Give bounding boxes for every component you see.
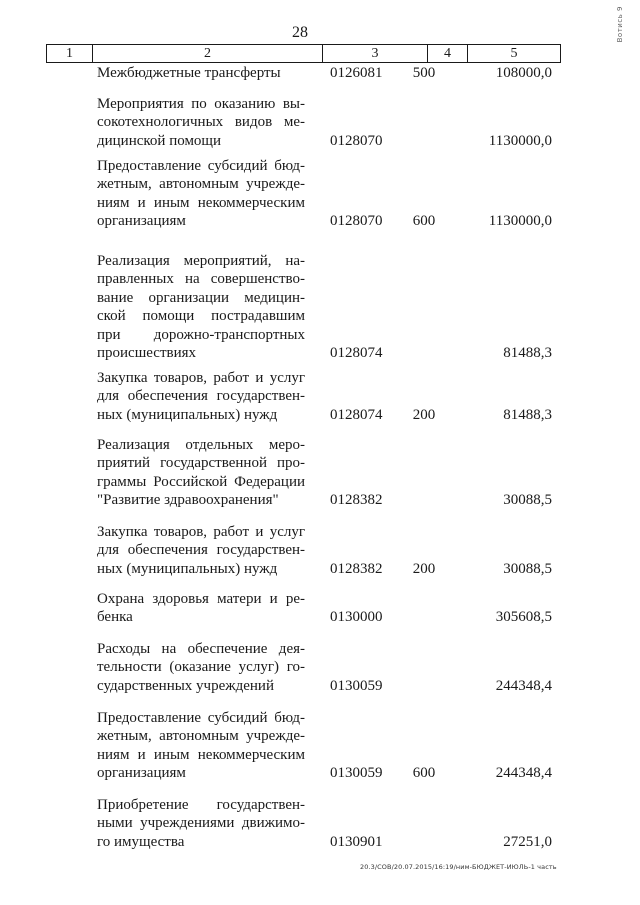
row-description [97, 640, 305, 695]
row-type: 200 [412, 560, 436, 577]
row-amount: 305608,5 [495, 609, 552, 626]
description-line: для обеспечения государствен- [97, 542, 305, 559]
description-line: го имущества [97, 833, 185, 850]
description-line: дицинской помощи [97, 132, 222, 149]
description-line: ниям и иным некоммерческим [97, 746, 305, 763]
row-type: 600 [412, 765, 436, 782]
row-description [97, 95, 305, 150]
row-amount: 108000,0 [495, 65, 552, 81]
description-line: приятий государственной про- [97, 455, 305, 472]
row-description [97, 796, 305, 851]
description-line: Межбюджетные трансферты [97, 65, 281, 81]
row-description [97, 709, 305, 783]
row-code: 0128070 [330, 132, 383, 149]
description-line: происшествиях [97, 345, 197, 362]
description-line: Охрана здоровья матери и ре- [97, 591, 305, 607]
footer-note: 20.3/СОВ/20.07.2015/16:19/ним-БЮДЖЕТ-ИЮЛЬ-1 часть [360, 863, 557, 871]
row-description [97, 252, 305, 362]
row-code: 0128382 [330, 560, 383, 577]
description-line: Предоставление субсидий бюд- [97, 158, 305, 174]
description-line: правленных на совершенство- [97, 271, 305, 288]
row-amount: 81488,3 [503, 406, 552, 423]
description-line: жетным, автономным учрежде- [97, 176, 305, 193]
row-amount: 81488,3 [503, 345, 552, 361]
description-line: организациям [97, 765, 186, 782]
row-amount: 1130000,0 [488, 132, 552, 149]
column-header-5: 5 [467, 45, 560, 62]
row-description [97, 157, 305, 231]
row-amount: 244348,4 [495, 765, 552, 782]
description-line: граммы Российской Федерации [97, 473, 305, 490]
description-line: Реализация мероприятий, на- [97, 253, 305, 269]
description-line: при дорожно-транспортных [97, 326, 305, 343]
description-line: ных (муниципальных) нужд [97, 560, 278, 577]
description-line: Закупка товаров, работ и услуг [97, 370, 305, 386]
row-code: 0130000 [330, 609, 383, 626]
description-line: ниям и иным некоммерческим [97, 194, 305, 211]
description-line: ными учреждениями движимо- [97, 815, 305, 832]
row-code: 0128382 [330, 492, 383, 509]
row-description [97, 369, 305, 424]
row-type: 200 [412, 406, 436, 423]
row-amount: 27251,0 [503, 833, 552, 850]
description-line: для обеспечения государствен- [97, 388, 305, 405]
row-code: 0130059 [330, 765, 383, 782]
row-code: 0128074 [330, 406, 383, 423]
column-header-1: 1 [66, 46, 73, 61]
description-line: бенка [97, 609, 133, 626]
row-amount: 30088,5 [503, 492, 552, 509]
row-description [97, 436, 305, 510]
margin-mark: Вотись 9 [616, 6, 624, 43]
description-line: Закупка товаров, работ и услуг [97, 524, 305, 540]
description-line: Приобретение государствен- [97, 797, 305, 813]
description-line: сударственных учреждений [97, 677, 274, 694]
row-amount: 30088,5 [503, 560, 552, 577]
description-line: вание организации медицин- [97, 289, 305, 306]
page-number: 28 [292, 24, 308, 41]
row-code: 0130901 [330, 833, 383, 850]
description-line: ской помощи пострадавшим [97, 308, 305, 325]
row-type: 600 [412, 213, 436, 230]
column-header-4: 4 [427, 45, 467, 62]
description-line: Предоставление субсидий бюд- [97, 710, 305, 726]
description-line: тельности (оказание услуг) го- [97, 659, 305, 676]
description-line: организациям [97, 213, 186, 230]
row-code: 0128070 [330, 213, 383, 230]
row-description [97, 64, 305, 82]
description-line: Мероприятия по оказанию вы- [97, 96, 305, 112]
description-line: сокотехнологичных видов ме- [97, 114, 305, 131]
description-line: жетным, автономным учрежде- [97, 728, 305, 745]
row-amount: 1130000,0 [488, 213, 552, 230]
description-line: Реализация отдельных меро- [97, 437, 305, 453]
table-header [46, 44, 561, 63]
description-line: Расходы на обеспечение дея- [97, 641, 305, 657]
row-code: 0128074 [330, 345, 383, 361]
row-amount: 244348,4 [495, 677, 552, 694]
description-line: "Развитие здравоохранения" [97, 492, 279, 509]
row-code: 0130059 [330, 677, 383, 694]
row-description [97, 590, 305, 627]
description-line: ных (муниципальных) нужд [97, 406, 278, 423]
row-type: 500 [412, 65, 436, 81]
row-description [97, 523, 305, 578]
column-header-2: 2 [92, 45, 322, 62]
column-header-3: 3 [322, 45, 427, 62]
row-code: 0126081 [330, 65, 383, 81]
